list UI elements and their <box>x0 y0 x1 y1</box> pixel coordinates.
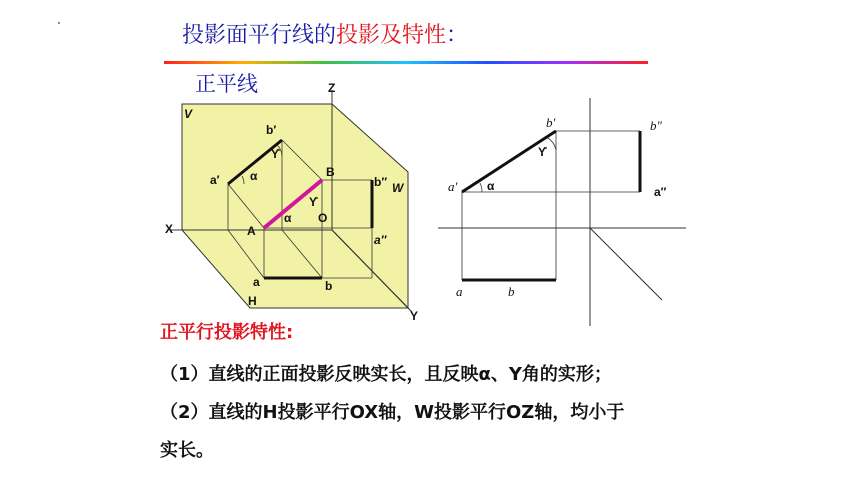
label-y-axis: Y <box>410 309 419 323</box>
label-a-2d: a <box>456 284 463 299</box>
ab-v-projection-2d <box>462 131 556 192</box>
label-a-double-prime: a″ <box>374 233 387 247</box>
alpha-arc-2d <box>480 183 482 192</box>
label-point-b: b <box>325 279 333 293</box>
gamma-arc-2d <box>546 137 556 150</box>
label-point-a-upper: A <box>247 224 256 238</box>
label-v-plane: V <box>184 107 193 121</box>
property-item-2-continued: 实长。 <box>160 440 214 461</box>
diagonal-45 <box>590 228 662 300</box>
label-h-plane: H <box>248 294 257 308</box>
label-b-prime-2d: b′ <box>546 115 556 130</box>
label-a-prime: a′ <box>210 173 220 187</box>
page-title: 投影面平行线的投影及特性： <box>182 23 469 48</box>
pictorial-3d <box>165 81 418 323</box>
label-a-prime-2d: a′ <box>448 179 458 194</box>
label-gamma-2d: ϒ <box>538 145 548 159</box>
label-point-a: a <box>253 275 260 289</box>
subtitle: 正平线 <box>195 72 258 96</box>
label-gamma-v: ϒ <box>271 147 281 161</box>
label-z-axis: Z <box>328 81 336 95</box>
label-alpha-v: α <box>250 169 258 183</box>
label-origin: O <box>318 211 328 225</box>
label-b-prime: b′ <box>266 123 277 137</box>
label-w-plane: W <box>392 181 404 195</box>
label-a-double-prime-2d: a″ <box>654 185 667 199</box>
label-alpha-2d: α <box>487 179 495 193</box>
label-point-b-upper: B <box>326 165 335 179</box>
projector-lines-2d <box>462 131 640 280</box>
label-b-2d: b <box>508 284 515 299</box>
label-b-double-prime-2d: b″ <box>650 118 662 133</box>
label-gamma-true: ϒ <box>309 195 319 209</box>
property-item-2: （2）直线的H投影平行OX轴，W投影平行OZ轴，均小于 <box>160 402 625 423</box>
label-alpha-true: α <box>284 211 292 225</box>
properties-heading: 正平行投影特性: <box>160 322 294 343</box>
label-b-double-prime: b″ <box>374 175 388 189</box>
label-x-axis: X <box>165 222 174 236</box>
orthographic-2d <box>438 98 686 326</box>
property-item-1: （1）直线的正面投影反映实长，且反映α、Y角的实形； <box>160 364 612 385</box>
